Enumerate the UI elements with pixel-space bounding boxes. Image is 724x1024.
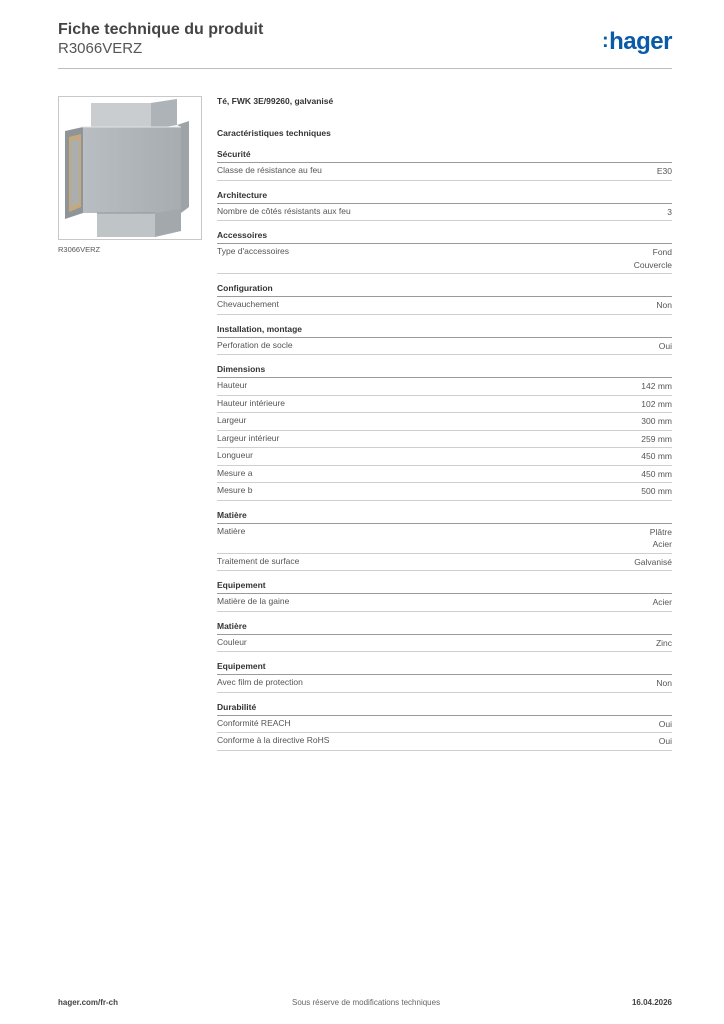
spec-value — [634, 246, 672, 271]
spec-value — [667, 206, 672, 219]
spec-value-line: Oui — [658, 736, 672, 746]
spec-row — [217, 413, 672, 431]
spec-value-line: 450 mm — [641, 468, 672, 479]
spec-value — [656, 677, 672, 690]
spec-value-line: 142 mm — [641, 381, 672, 391]
spec-row — [217, 448, 672, 466]
spec-value — [641, 433, 672, 446]
spec-value — [641, 398, 672, 411]
document-title: Fiche technique du produit — [58, 21, 264, 38]
spec-value-line: 300 mm — [641, 416, 672, 426]
logo-text: hager — [609, 28, 672, 55]
spec-section — [217, 621, 672, 653]
spec-value-line: Plâtre — [649, 526, 672, 537]
spec-value — [650, 526, 672, 551]
section-title: Matière — [217, 621, 672, 635]
footer-date: 16.04.2026 — [631, 998, 672, 1007]
spec-row — [217, 297, 672, 315]
spec-row — [217, 524, 672, 554]
spec-label: Mesure b — [217, 485, 253, 495]
spec-row — [217, 378, 672, 396]
spec-row — [217, 635, 672, 653]
spec-value-line: Oui — [658, 340, 672, 351]
spec-row — [217, 338, 672, 356]
spec-label: Largeur — [217, 415, 247, 425]
spec-row — [217, 483, 672, 501]
spec-value-line: Fond — [652, 247, 672, 257]
spec-label: Conforme à la directive RoHS — [217, 735, 330, 745]
footer-note: Sous réserve de modifications techniques — [292, 998, 441, 1007]
spec-value — [656, 299, 672, 312]
spec-section — [217, 364, 672, 501]
spec-value — [641, 450, 672, 463]
section-title: Dimensions — [217, 364, 672, 378]
spec-section — [217, 702, 672, 751]
spec-row — [217, 163, 672, 181]
spec-row — [217, 466, 672, 484]
spec-value — [657, 165, 672, 178]
page-header — [58, 20, 672, 70]
spec-content — [217, 96, 672, 760]
spec-row — [217, 675, 672, 693]
spec-label: Traitement de surface — [217, 555, 300, 566]
spec-row — [217, 554, 672, 572]
spec-value — [659, 340, 672, 353]
hager-logo — [602, 28, 672, 56]
spec-value-line: Zinc — [655, 637, 672, 648]
spec-label: Nombre de côtés résistants aux feu — [217, 205, 351, 216]
spec-value-line: Oui — [658, 718, 672, 729]
spec-label: Matière — [217, 525, 246, 536]
spec-label: Chevauchement — [217, 299, 279, 309]
spec-value-line: 450 mm — [641, 451, 672, 461]
spec-section — [217, 324, 672, 356]
spec-value-line: Couvercle — [633, 259, 672, 270]
spec-row — [217, 204, 672, 222]
spec-value — [656, 637, 672, 650]
product-image — [58, 96, 202, 240]
product-name: Té, FWK 3E/99260, galvanisé — [217, 96, 334, 106]
spec-label: Mesure a — [217, 467, 253, 478]
spec-value-line: 500 mm — [641, 486, 672, 496]
spec-value-line: Acier — [652, 539, 672, 549]
section-title: Durabilité — [217, 702, 672, 716]
spec-section — [217, 661, 672, 693]
spec-value-line: 102 mm — [641, 398, 672, 409]
spec-label: Conformité REACH — [217, 717, 291, 728]
spec-value-line: Non — [656, 300, 672, 310]
tee-duct-illustration — [59, 97, 201, 239]
spec-row — [217, 244, 672, 274]
spec-label: Hauteur — [217, 380, 248, 390]
spec-section — [217, 510, 672, 572]
section-title: Equipement — [217, 580, 672, 594]
footer-website: hager.com/fr-ch — [58, 998, 119, 1007]
spec-value — [641, 468, 672, 481]
section-title: Architecture — [217, 190, 672, 204]
spec-value-line: Galvanisé — [634, 556, 672, 567]
spec-label: Type d'accessoires — [217, 246, 290, 256]
spec-row — [217, 733, 672, 751]
section-title: Equipement — [217, 661, 672, 675]
spec-section — [217, 190, 672, 222]
spec-value-line: 259 mm — [641, 433, 672, 444]
spec-sections — [217, 149, 672, 751]
section-title: Installation, montage — [217, 324, 672, 338]
spec-label: Matière de la gaine — [217, 596, 290, 606]
section-title: Accessoires — [217, 230, 672, 244]
spec-value-line: 3 — [667, 206, 672, 217]
spec-row — [217, 594, 672, 612]
product-code: R3066VERZ — [58, 40, 143, 57]
spec-value-line: Acier — [652, 597, 672, 607]
spec-label: Hauteur intérieure — [217, 397, 286, 408]
spec-section — [217, 580, 672, 612]
spec-value-line: E30 — [656, 166, 672, 176]
spec-value — [641, 485, 672, 498]
spec-label: Couleur — [217, 636, 247, 647]
section-title: Matière — [217, 510, 672, 524]
spec-label: Largeur intérieur — [217, 432, 280, 443]
spec-label: Longueur — [217, 450, 253, 460]
section-title: Sécurité — [217, 149, 672, 163]
image-caption: R3066VERZ — [58, 245, 101, 254]
logo-dots-icon: : — [601, 30, 609, 52]
spec-label: Perforation de socle — [217, 339, 293, 350]
spec-value — [641, 415, 672, 428]
spec-value — [653, 596, 672, 609]
spec-section — [217, 149, 672, 181]
spec-label: Classe de résistance au feu — [217, 165, 322, 175]
section-title: Configuration — [217, 283, 672, 297]
spec-label: Avec film de protection — [217, 677, 303, 687]
tech-heading: Caractéristiques techniques — [217, 128, 331, 138]
header-divider — [58, 68, 672, 69]
spec-value — [641, 380, 672, 393]
spec-value — [634, 556, 672, 569]
spec-value — [659, 735, 672, 748]
spec-value — [659, 718, 672, 731]
spec-section — [217, 230, 672, 274]
spec-row — [217, 396, 672, 414]
spec-row — [217, 716, 672, 734]
spec-row — [217, 431, 672, 449]
spec-value-line: Non — [656, 678, 672, 688]
spec-section — [217, 283, 672, 315]
